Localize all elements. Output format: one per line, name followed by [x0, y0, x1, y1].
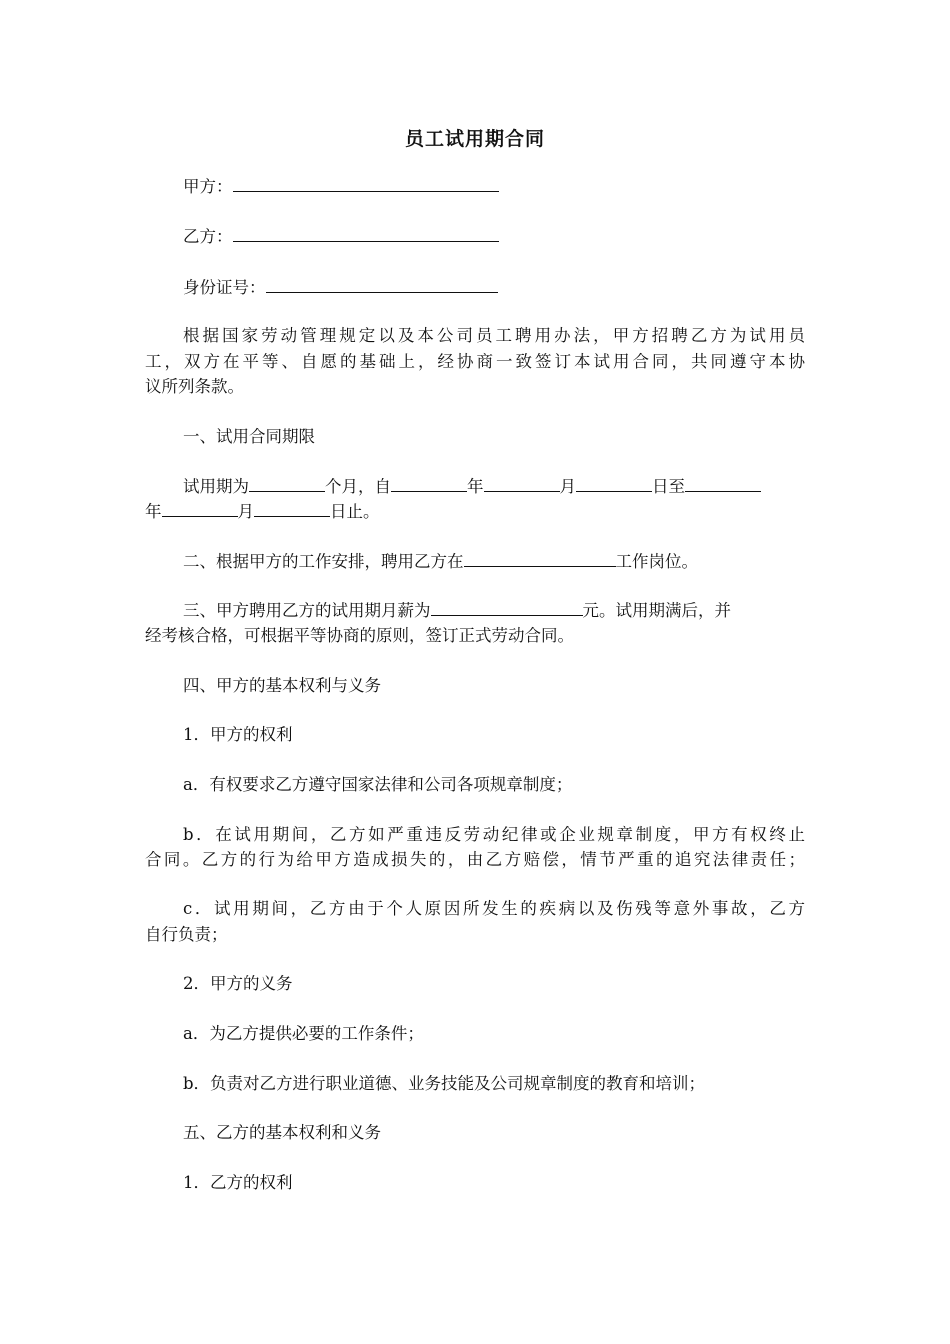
- position-blank: [464, 552, 616, 567]
- party-a-right-c-line-1: c．试用期间，乙方由于个人原因所发生的疾病以及伤残等意外事故，乙方: [183, 899, 805, 918]
- end-month-blank: [162, 502, 238, 517]
- id-number-label: 身份证号：: [183, 278, 266, 297]
- salary-blank: [431, 601, 583, 616]
- start-month-blank: [484, 477, 560, 492]
- document-title: 员工试用期合同: [404, 128, 545, 150]
- party-b-rights-heading: 1．乙方的权利: [183, 1173, 293, 1192]
- party-a-duties-heading: 2．甲方的义务: [183, 974, 293, 993]
- party-a-right-a: a．有权要求乙方遵守国家法律和公司各项规章制度；: [183, 775, 573, 794]
- section-3-line-1: 三、甲方聘用乙方的试用期月薪为 元。试用期满后，并: [183, 601, 731, 620]
- end-day-blank: [254, 502, 330, 517]
- party-a-right-c-line-2: 自行负责；: [145, 925, 228, 944]
- intro-paragraph-line-3: 议所列条款。: [145, 377, 244, 396]
- intro-paragraph-line-2: 工，双方在平等、自愿的基础上，经协商一致签订本试用合同，共同遵守本协: [145, 352, 805, 371]
- section-5-heading: 五、乙方的基本权利和义务: [183, 1123, 381, 1142]
- start-day-blank: [576, 477, 652, 492]
- section-2-paragraph: 二、根据甲方的工作安排，聘用乙方在 工作岗位。: [183, 552, 698, 571]
- id-number-field: [183, 275, 805, 300]
- trial-period-line-1: 试用期为 个月，自 年 月 日至: [183, 474, 805, 499]
- section-4-heading: 四、甲方的基本权利与义务: [183, 676, 381, 695]
- party-b-blank: [233, 227, 499, 242]
- start-year-blank: [391, 477, 467, 492]
- party-a-label: 甲方：: [183, 177, 233, 196]
- id-number-blank: [266, 278, 498, 293]
- party-a-rights-heading: 1．甲方的权利: [183, 725, 293, 744]
- section-3-line-2: 经考核合格，可根据平等协商的原则，签订正式劳动合同。: [145, 626, 574, 645]
- party-a-duty-a: a．为乙方提供必要的工作条件；: [183, 1024, 424, 1043]
- intro-paragraph-line-1: 根据国家劳动管理规定以及本公司员工聘用办法，甲方招聘乙方为试用员: [183, 326, 805, 345]
- party-b-field: [183, 224, 805, 249]
- trial-period-line-2: 年 月 日止。: [145, 502, 380, 521]
- end-year-blank: [685, 477, 761, 492]
- party-b-label: 乙方：: [183, 227, 233, 246]
- party-a-blank: [233, 177, 499, 192]
- months-blank: [249, 477, 325, 492]
- party-a-duty-b: b．负责对乙方进行职业道德、业务技能及公司规章制度的教育和培训；: [183, 1074, 706, 1093]
- party-a-right-b-line-1: b．在试用期间，乙方如严重违反劳动纪律或企业规章制度，甲方有权终止: [183, 825, 805, 844]
- party-a-field: [183, 174, 805, 199]
- party-a-right-b-line-2: 合同。乙方的行为给甲方造成损失的，由乙方赔偿，情节严重的追究法律责任；: [145, 850, 805, 869]
- section-1-heading: 一、试用合同期限: [183, 427, 315, 446]
